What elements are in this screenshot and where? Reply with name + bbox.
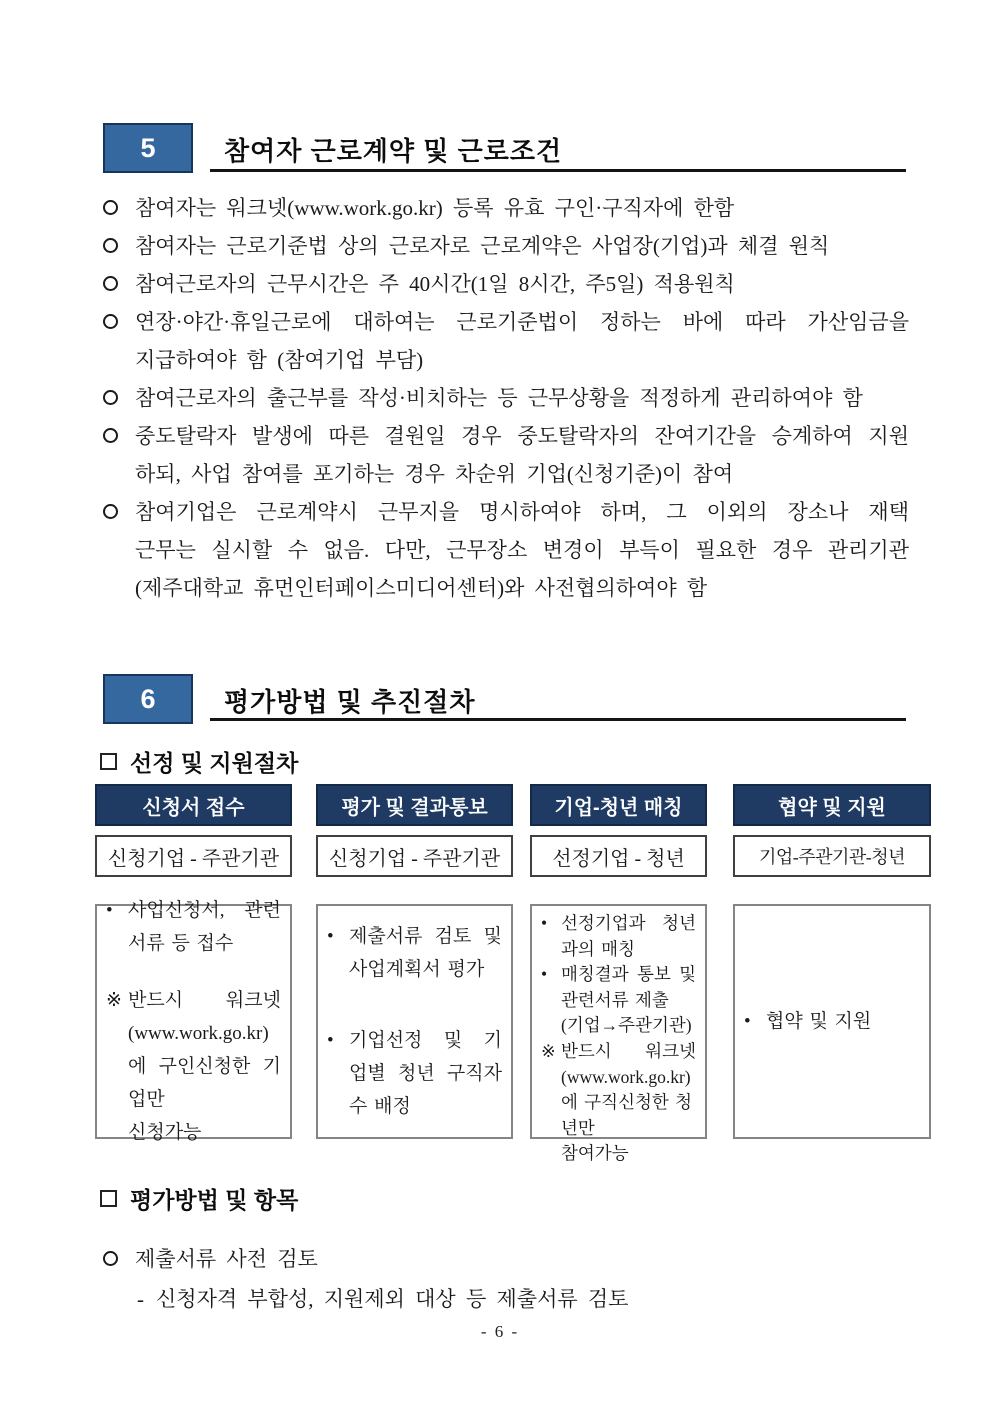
subsection-evaluation-method — [100, 1182, 298, 1215]
list-item — [103, 379, 909, 417]
section6-title-underline — [210, 718, 906, 721]
bullet-line: 근무는 실시할 수 없음. 다만, 근무장소 변경이 부득이 필요한 경우 관리기관 — [135, 538, 909, 562]
bullet-line: 참여자는 근로기준법 상의 근로자로 근로계약은 사업장(기업)과 체결 원칙 — [135, 234, 830, 258]
bullet-line: 중도탈락자 발생에 따른 결원일 경우 중도탈락자의 잔여기간을 승계하여 지원 — [135, 424, 909, 448]
flow-detail-item — [106, 894, 281, 960]
circle-bullet-icon — [103, 390, 118, 405]
detail-line: 신청가능 — [128, 1122, 202, 1143]
bullet-line: 참여자는 워크넷(www.work.go.kr) 등록 유효 구인·구직자에 한함 — [135, 196, 735, 220]
list-item — [103, 265, 909, 303]
bullet-line: 지급하여야 함 (참여기업 부담) — [135, 348, 424, 372]
subsection-title: 선정 및 지원절차 — [130, 750, 299, 776]
section5-title-underline — [210, 169, 906, 172]
section6-title: 평가방법 및 추진절차 — [224, 687, 476, 717]
flow-step-actors: 선정기업 - 청년 — [530, 835, 707, 877]
bullet-line: 참여기업은 근로계약시 근무지을 명시하여야 하며, 그 이외의 장소나 재택 — [135, 500, 909, 524]
flow-step-details — [316, 904, 513, 1139]
bullet-line: 참여근로자의 출근부를 작성·비치하는 등 근무상황을 적정하게 관리하여야 함 — [135, 386, 863, 410]
detail-line: 수 배정 — [349, 1096, 411, 1117]
detail-line: 에 구인신청한 기업만 — [128, 1056, 281, 1110]
circle-bullet-icon — [103, 428, 118, 443]
flow-detail-item — [327, 1024, 502, 1123]
reference-mark-icon: ※ — [541, 1040, 556, 1061]
flow-detail-item — [106, 984, 281, 1149]
flow-step-actors: 신청기업 - 주관기관 — [95, 835, 292, 877]
circle-bullet-icon — [103, 1251, 118, 1266]
section5-number-badge: 5 — [103, 123, 193, 173]
bullet-line: 제출서류 사전 검토 — [135, 1247, 318, 1271]
flow-detail-item — [541, 962, 696, 1039]
dot-bullet-icon: • — [106, 900, 113, 921]
circle-bullet-icon — [103, 314, 118, 329]
detail-line: 업별 청년 구직자 — [349, 1063, 502, 1084]
detail-line: (www.work.go.kr) — [561, 1066, 691, 1087]
bullet-line: 연장·야간·휴일근로에 대하여는 근로기준법이 정하는 바에 따라 가산임금을 — [135, 310, 909, 334]
bullet-line: (제주대학교 휴먼인터페이스미디어센터)와 사전협의하여야 함 — [135, 576, 708, 600]
flow-detail-item — [327, 920, 502, 986]
detail-line: 서류 등 접수 — [128, 933, 234, 954]
flow-step-header: 평가 및 결과통보 — [316, 784, 513, 826]
list-item — [103, 189, 909, 227]
list-item — [103, 1243, 909, 1275]
detail-line: (기업→주관기관) — [561, 1015, 692, 1036]
flow-column-matching — [530, 784, 707, 1164]
flow-column-evaluation — [316, 784, 513, 1139]
flow-step-details — [733, 904, 931, 1139]
flow-detail-item — [541, 1039, 696, 1167]
page-number: - 6 - — [480, 1322, 520, 1341]
square-bullet-icon — [100, 1190, 117, 1207]
dot-bullet-icon: • — [327, 1030, 334, 1051]
flow-step-header: 신청서 접수 — [95, 784, 292, 826]
detail-line: (www.work.go.kr) — [128, 1023, 269, 1044]
detail-line: 제출서류 검토 및 — [349, 926, 502, 947]
flow-step-header: 협약 및 지원 — [733, 784, 931, 826]
circle-bullet-icon — [103, 276, 118, 291]
detail-line: 기업선정 및 기 — [349, 1030, 502, 1051]
list-item — [137, 1283, 628, 1315]
detail-line: 매칭결과 통보 및 — [561, 964, 696, 985]
dot-bullet-icon: • — [744, 1011, 751, 1032]
flow-column-agreement — [733, 784, 931, 1139]
section6-number-badge: 6 — [103, 674, 193, 724]
bullet-line: 참여근로자의 근무시간은 주 40시간(1일 8시간, 주5일) 적용원칙 — [135, 272, 735, 296]
detail-line: 관련서류 제출 — [561, 989, 669, 1010]
flow-column-application — [95, 784, 292, 1143]
section5-title: 참여자 근로계약 및 근로조건 — [224, 136, 563, 166]
detail-line: 과의 매칭 — [561, 938, 635, 959]
circle-bullet-icon — [103, 238, 118, 253]
detail-line: 에 구직신청한 청년만 — [561, 1092, 693, 1138]
section5-bullet-list — [103, 189, 909, 607]
flow-detail-item — [744, 1005, 920, 1038]
flow-step-actors: 기업-주관기관-청년 — [733, 835, 931, 877]
detail-line: 반드시 워크넷 — [561, 1040, 696, 1061]
dash-bullet-icon: - — [137, 1287, 144, 1311]
list-item — [103, 227, 909, 265]
square-bullet-icon — [100, 753, 117, 770]
detail-line: 선정기업과 청년 — [561, 913, 696, 933]
circle-bullet-icon — [103, 504, 118, 519]
list-item — [103, 417, 909, 493]
detail-line: 사업신청서, 관련 — [128, 900, 281, 921]
flow-step-details — [95, 900, 292, 1143]
flow-step-header: 기업-청년 매칭 — [530, 784, 707, 826]
bullet-line: 하되, 사업 참여를 포기하는 경우 차순위 기업(신청기준)이 참여 — [135, 462, 734, 486]
detail-line: 사업계획서 평가 — [349, 959, 485, 980]
detail-line: 반드시 워크넷 — [128, 990, 281, 1011]
subsection-title: 평가방법 및 항목 — [130, 1187, 299, 1213]
circle-bullet-icon — [103, 200, 118, 215]
dot-bullet-icon: • — [541, 913, 548, 933]
dot-bullet-icon: • — [327, 926, 334, 947]
flow-detail-item — [541, 911, 696, 962]
bullet-line: 신청자격 부합성, 지원제외 대상 등 제출서류 검토 — [156, 1287, 629, 1311]
reference-mark-icon: ※ — [106, 990, 122, 1011]
list-item — [103, 303, 909, 379]
detail-line: 협약 및 지원 — [766, 1011, 872, 1032]
subsection-selection-procedure — [100, 745, 298, 778]
detail-line: 참여가능 — [561, 1143, 629, 1164]
flow-step-actors: 신청기업 - 주관기관 — [316, 835, 513, 877]
list-item — [103, 493, 909, 607]
flow-step-details — [530, 904, 707, 1164]
dot-bullet-icon: • — [541, 964, 548, 985]
